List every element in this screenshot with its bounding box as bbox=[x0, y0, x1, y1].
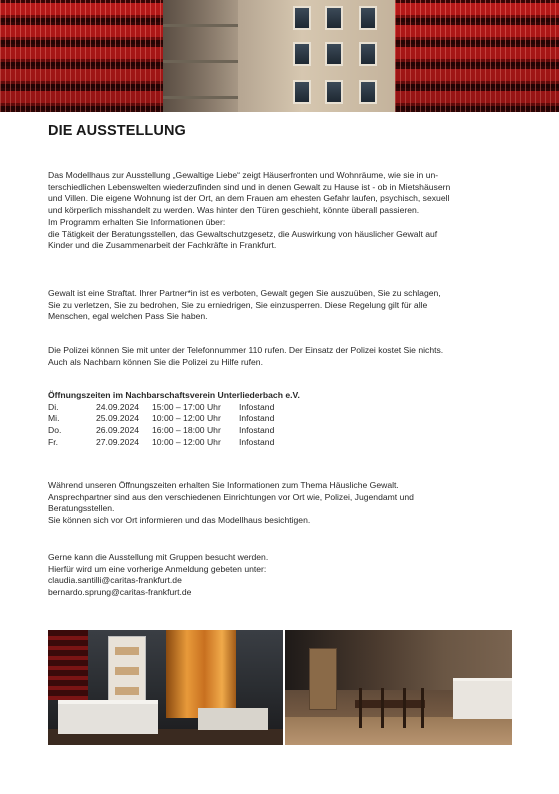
law-line: Menschen, egal welchen Pass Sie haben. bbox=[48, 311, 208, 322]
bedroom-photo bbox=[48, 630, 283, 745]
type-cell: Infostand bbox=[239, 425, 275, 436]
table-row bbox=[48, 437, 274, 449]
day-cell: Mi. bbox=[48, 413, 60, 424]
opening-hours-title: Öffnungszeiten im Nachbarschaftsverein Unterliederbach e.V. bbox=[48, 390, 300, 400]
table-row bbox=[48, 402, 274, 414]
opening-hours bbox=[48, 390, 520, 449]
intro-line: und Villen. Die eigene Wohnung ist der Ort, an dem Frauen am ehesten Gefahr laufen, psychisch, sexuell bbox=[48, 193, 450, 204]
info-paragraph bbox=[48, 480, 520, 527]
groups-paragraph bbox=[48, 552, 520, 599]
page-title: DIE AUSSTELLUNG bbox=[48, 123, 186, 139]
intro-line: Kinder und die Zusammenarbeit der Fachkräfte in Frankfurt. bbox=[48, 240, 277, 251]
type-cell: Infostand bbox=[239, 436, 275, 447]
police-line: Auch als Nachbarn können Sie die Polizei zu Hilfe rufen. bbox=[48, 356, 263, 367]
law-line: Sie zu verletzen, Sie zu bedrohen, Sie zu erniedrigen, Sie einzusperren. Diese Regelung gilt für alle bbox=[48, 299, 428, 310]
table-row bbox=[48, 413, 274, 425]
intro-paragraph bbox=[48, 170, 520, 252]
police-paragraph bbox=[48, 345, 520, 368]
info-line: Beratungsstellen. bbox=[48, 503, 115, 514]
time-cell: 15:00 – 17:00 Uhr bbox=[152, 401, 221, 412]
intro-line: und körperlich misshandelt zu werden. Was hinter den Türen geschieht, könnte überall passieren. bbox=[48, 205, 420, 216]
intro-line: Im Programm erhalten Sie Informationen über: bbox=[48, 216, 226, 227]
police-line: Die Polizei können Sie mit unter der Telefonnummer 110 rufen. Der Einsatz der Polizei kostet Sie nichts. bbox=[48, 345, 444, 355]
type-cell: Infostand bbox=[239, 401, 275, 412]
law-paragraph bbox=[48, 288, 520, 323]
date-cell: 25.09.2024 bbox=[96, 413, 140, 424]
header-banner-photo bbox=[0, 0, 559, 112]
groups-line: Hierfür wird um eine vorherige Anmeldung gebeten unter: bbox=[48, 563, 267, 574]
time-cell: 10:00 – 12:00 Uhr bbox=[152, 436, 221, 447]
day-cell: Do. bbox=[48, 425, 62, 436]
day-cell: Di. bbox=[48, 401, 59, 412]
time-cell: 10:00 – 12:00 Uhr bbox=[152, 413, 221, 424]
info-line: Während unseren Öffnungszeiten erhalten Sie Informationen zum Thema Häusliche Gewalt. bbox=[48, 480, 399, 490]
exhibition-photos bbox=[48, 630, 512, 745]
groups-line: Gerne kann die Ausstellung mit Gruppen besucht werden. bbox=[48, 552, 269, 562]
date-cell: 24.09.2024 bbox=[96, 401, 140, 412]
opening-hours-table bbox=[48, 402, 274, 449]
red-facade-right-image bbox=[395, 0, 559, 112]
date-cell: 26.09.2024 bbox=[96, 425, 140, 436]
dining-room-photo bbox=[285, 630, 512, 745]
info-line: Sie können sich vor Ort informieren und das Modellhaus besichtigen. bbox=[48, 515, 311, 526]
info-line: Ansprechpartner sind aus den verschiedenen Einrichtungen vor Ort wie, Polizei, Jugendamt und bbox=[48, 491, 414, 502]
email-link[interactable]: claudia.santilli@caritas-frankfurt.de bbox=[48, 575, 182, 586]
red-facade-left-image bbox=[0, 0, 163, 112]
type-cell: Infostand bbox=[239, 413, 275, 424]
time-cell: 16:00 – 18:00 Uhr bbox=[152, 425, 221, 436]
day-cell: Fr. bbox=[48, 436, 59, 447]
table-row bbox=[48, 425, 274, 437]
intro-line: die Tätigkeit der Beratungsstellen, das Gewaltschutzgesetz, die Auswirkung von häuslicher Gewalt auf bbox=[48, 228, 438, 239]
email-link[interactable]: bernardo.sprung@caritas-frankfurt.de bbox=[48, 587, 192, 598]
intro-line: terschiedlichen Lebenswelten wiederzufinden sind und in denen Gewalt zu Hause ist - ob in Mietshäusern bbox=[48, 181, 451, 192]
law-line: Gewalt ist eine Straftat. Ihrer Partner*in ist es verboten, Gewalt gegen Sie auszuüben, Sie zu schlagen, bbox=[48, 288, 441, 298]
date-cell: 27.09.2024 bbox=[96, 436, 140, 447]
intro-line: Das Modellhaus zur Ausstellung „Gewaltige Liebe“ zeigt Häuserfronten und Wohnräume, wie sie in un- bbox=[48, 170, 439, 180]
building-facade-image bbox=[163, 0, 395, 112]
